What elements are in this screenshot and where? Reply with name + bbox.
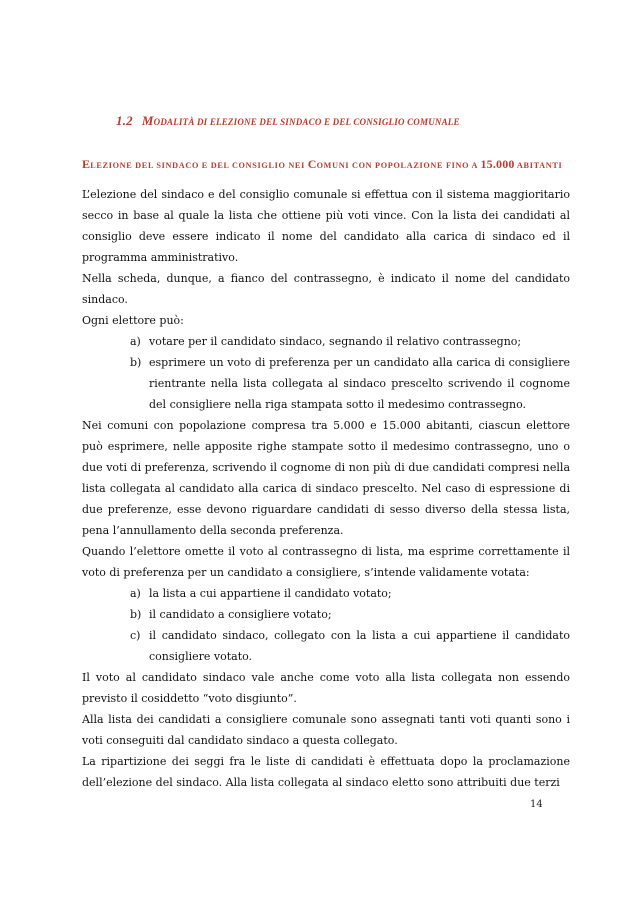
list-item-text: la lista a cui appartiene il candidato votato; [149,587,392,600]
list-marker: b) [130,356,142,369]
list-item [82,331,570,352]
list-marker: a) [130,587,141,600]
paragraph: Ogni elettore può: [82,314,184,327]
list-item-text: votare per il candidato sindaco, segnando il relativo contrassegno; [149,335,522,348]
valid-votes-list [82,583,570,667]
list-item [82,604,570,625]
subsection-heading: ELEZIONE DEL SINDACO E DEL CONSIGLIO NEI COMUNI CON POPOLAZIONE FINO A 15.000 ABITANTI [82,157,563,171]
paragraph: Nei comuni con popolazione compresa tra 5.000 e 15.000 abitanti, ciascun elettore può esprimere, nelle apposite righe stampate sotto il medesimo contrassegno, uno o due voti di preferenza, scrivendo il cognome di non più di due candidati compresi nella lista collegata al candidato alla carica di sindaco prescelto. Nel caso di espressione di due preferenze, esse devono riguardare candidati di sesso diverso della stessa lista, pena l’annullamento della seconda preferenza. [82,419,570,537]
list-marker: c) [130,629,141,642]
list-marker: b) [130,608,142,621]
page-number: 14 [530,799,543,810]
paragraph: Quando l’elettore omette il voto al contrassegno di lista, ma esprime correttamente il voto di preferenza per un candidato a consigliere, s’intende validamente votata: [82,545,570,579]
list-marker: a) [130,335,141,348]
list-item [82,352,570,415]
voting-options-list [82,331,570,415]
list-item-text: il candidato a consigliere votato; [149,608,332,621]
section-title: MODALITÀ DI ELEZIONE DEL SINDACO E DEL CONSIGLIO COMUNALE [141,113,460,128]
body-text [82,184,570,793]
list-item [82,625,570,667]
section-heading [116,113,460,129]
list-item-text: il candidato sindaco, collegato con la lista a cui appartiene il candidato consigliere votato. [149,629,570,663]
section-number: 1.2 [116,113,133,128]
paragraph: Nella scheda, dunque, a fianco del contrassegno, è indicato il nome del candidato sindaco. [82,272,570,306]
paragraph: L’elezione del sindaco e del consiglio comunale si effettua con il sistema maggioritario secco in base al quale la lista che ottiene più voti vince. Con la lista dei candidati al consiglio deve essere indicato il nome del candidato alla carica di sindaco ed il programma amministrativo. [82,188,570,264]
list-item-text: esprimere un voto di preferenza per un candidato alla carica di consigliere rientrante nella lista collegata al sindaco prescelto scrivendo il cognome del consigliere nella riga stampata sotto il medesimo contrassegno. [149,356,570,411]
paragraph: Alla lista dei candidati a consigliere comunale sono assegnati tanti voti quanti sono i voti conseguiti dal candidato sindaco a questa collegato. [82,713,570,747]
paragraph: Il voto al candidato sindaco vale anche come voto alla lista collegata non essendo previsto il cosiddetto “voto disgiunto”. [82,671,570,705]
paragraph: La ripartizione dei seggi fra le liste di candidati è effettuata dopo la proclamazione dell’elezione del sindaco. Alla lista collegata al sindaco eletto sono attribuiti due terzi [82,755,570,789]
list-item [82,583,570,604]
